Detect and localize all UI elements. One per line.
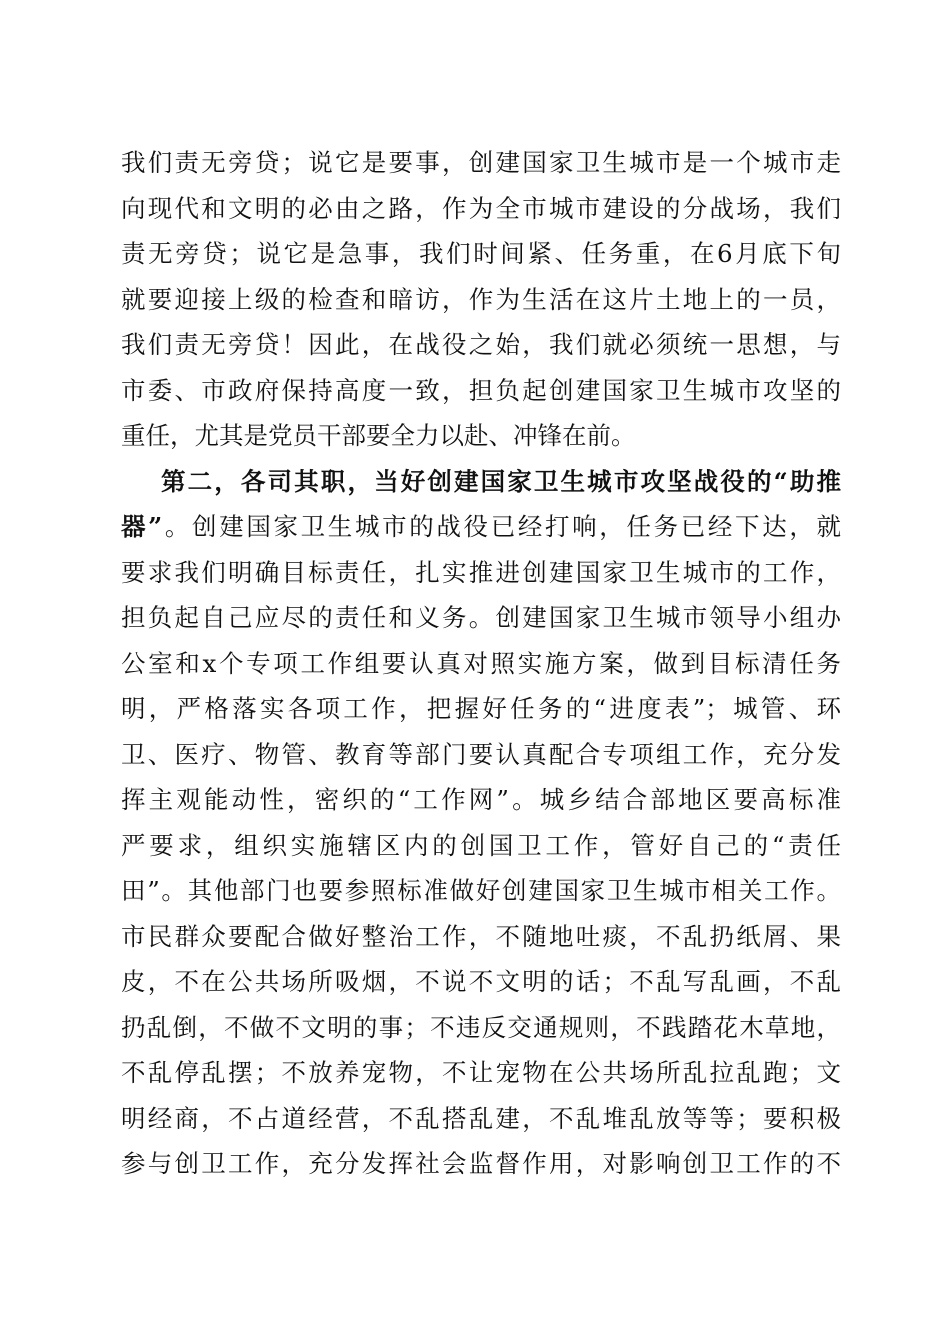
text-line: 重任，尤其是党员干部要全力以赴、冲锋在前。 — [121, 421, 636, 450]
text-line: 不乱停乱摆；不放养宠物，不让宠物在公共场所乱拉乱跑；文 — [121, 1058, 841, 1087]
text-line: 公室和x个专项工作组要认真对照实施方案，做到目标清任务 — [121, 648, 841, 678]
text-line: 向现代和文明的必由之路，作为全市城市建设的分战场，我们 — [121, 193, 841, 223]
text-line: 我们责无旁贷；说它是要事，创建国家卫生城市是一个城市走 — [121, 148, 841, 177]
text-line: 明，严格落实各项工作，把握好任务的“进度表”；城管、环 — [121, 694, 841, 723]
text-line: 市委、市政府保持高度一致，担负起创建国家卫生城市攻坚的 — [121, 375, 841, 405]
text-line: 我们责无旁贷！因此，在战役之始，我们就必须统一思想，与 — [121, 330, 841, 359]
text-line: 责无旁贷；说它是急事，我们时间紧、任务重，在6月底下旬 — [121, 239, 841, 268]
paragraph-heading-end: 器” — [121, 512, 163, 541]
paragraph-heading: 第二，各司其职，当好创建国家卫生城市攻坚战役的“助推 — [161, 466, 841, 496]
text-line: 皮，不在公共场所吸烟，不说不文明的话；不乱写乱画，不乱 — [121, 967, 841, 996]
text-line: 卫、医疗、物管、教育等部门要认真配合专项组工作，充分发 — [121, 739, 841, 769]
text-line: 市民群众要配合做好整治工作，不随地吐痰，不乱扔纸屑、果 — [121, 921, 841, 951]
text-line: 扔乱倒，不做不文明的事；不违反交通规则，不践踏花木草地， — [121, 1012, 841, 1042]
text-line: 严要求，组织实施辖区内的创国卫工作，管好自己的“责任 — [121, 830, 841, 860]
text-line: 田”。其他部门也要参照标准做好创建国家卫生城市相关工作。 — [121, 876, 841, 905]
text-line-rest: 。创建国家卫生城市的战役已经打响，任务已经下达，就 — [162, 512, 842, 541]
text-line: 挥主观能动性，密织的“工作网”。城乡结合部地区要高标准 — [121, 785, 841, 814]
text-line — [121, 504, 841, 550]
text-line: 明经商，不占道经营，不乱搭乱建，不乱堆乱放等等；要积极 — [121, 1103, 841, 1133]
body-text — [121, 140, 841, 1187]
text-line: 就要迎接上级的检查和暗访，作为生活在这片土地上的一员， — [121, 284, 841, 314]
text-line: 担负起自己应尽的责任和义务。创建国家卫生城市领导小组办 — [121, 603, 841, 632]
text-line: 参与创卫工作，充分发挥社会监督作用，对影响创卫工作的不 — [121, 1149, 841, 1178]
text-line: 要求我们明确目标责任，扎实推进创建国家卫生城市的工作， — [121, 557, 841, 587]
